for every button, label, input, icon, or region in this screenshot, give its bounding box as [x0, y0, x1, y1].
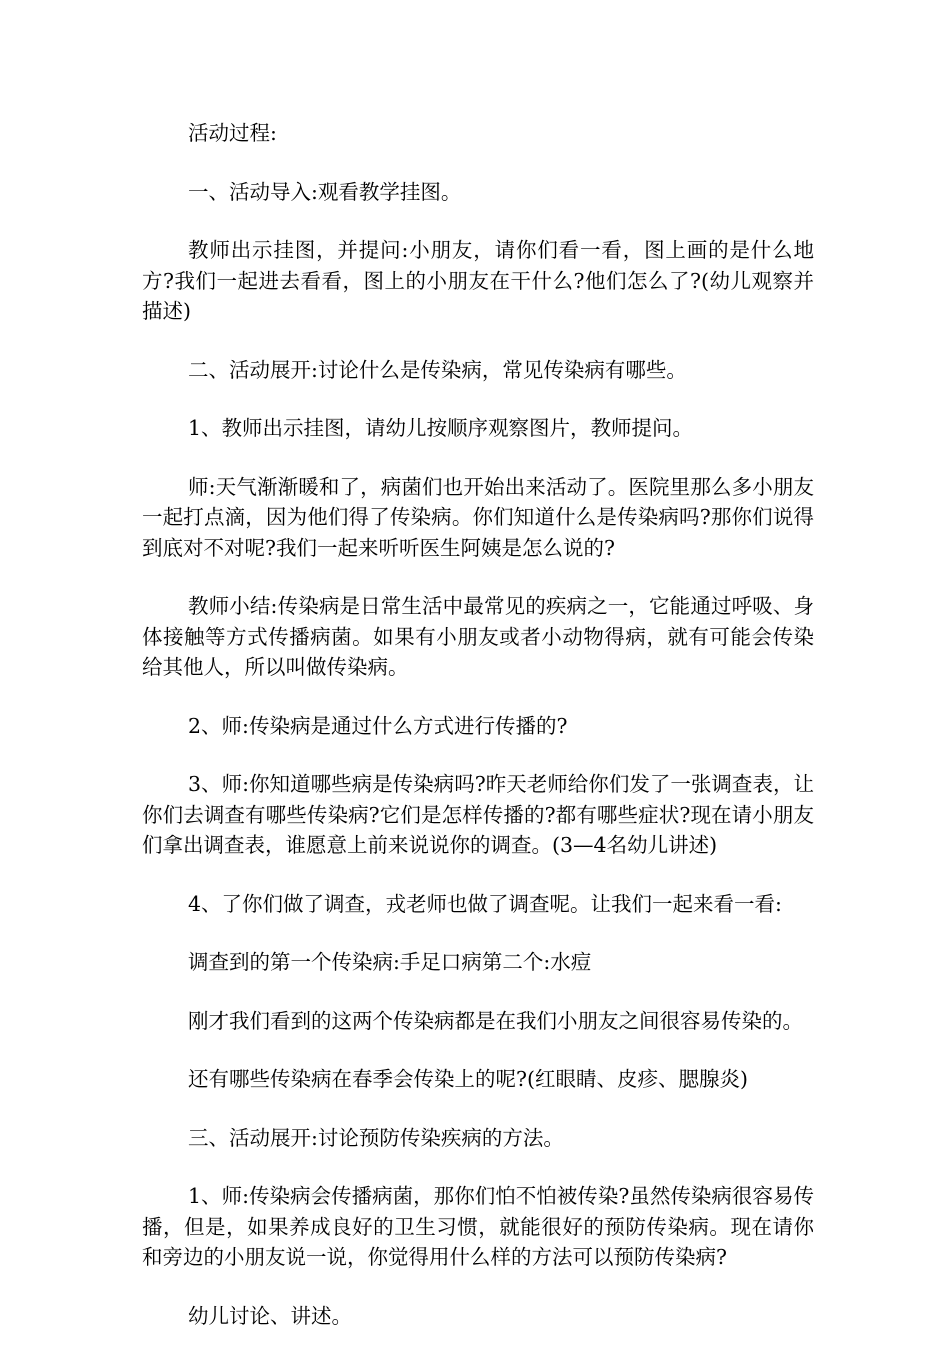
paragraph-teacher-shows-chart: 教师出示挂图，并提问:小朋友，请你们看一看，图上画的是什么地方?我们一起进去看看，图上的小朋友在干什么?他们怎么了?(幼儿观察并描述) [142, 238, 814, 323]
paragraph-step-4: 4、了你们做了调查，戎老师也做了调查呢。让我们一起来看一看: [188, 891, 782, 916]
paragraph-step-3: 3、师:你知道哪些病是传染病吗?昨天老师给你们发了一张调查表，让你们去调查有哪些传染病?它们是怎样传播的?都有哪些症状?现在请小朋友们拿出调查表，谁愿意上前来说说你的调查。(3—4名幼儿讲述) [142, 772, 814, 857]
paragraph-prevention-step-1: 1、师:传染病会传播病菌，那你们怕不怕被传染?虽然传染病很容易传播，但是，如果养成良好的卫生习惯，就能很好的预防传染病。现在请你和旁边的小朋友说一说，你觉得用什么样的方法可以预防传染病? [142, 1184, 814, 1269]
paragraph-easily-spread: 刚才我们看到的这两个传染病都是在我们小朋友之间很容易传染的。 [188, 1008, 803, 1033]
paragraph-step-2: 2、师:传染病是通过什么方式进行传播的? [188, 713, 568, 738]
section-heading-intro: 一、活动导入:观看教学挂图。 [188, 179, 462, 204]
document-body [142, 118, 814, 1359]
paragraph-teacher-speech: 师:天气渐渐暖和了，病菌们也开始出来活动了。医院里那么多小朋友一起打点滴，因为他们得了传染病。你们知道什么是传染病吗?那你们说得到底对不对呢?我们一起来听听医生阿姨是怎么说的? [142, 474, 814, 560]
paragraph-teacher-summary: 教师小结:传染病是日常生活中最常见的疾病之一，它能通过呼吸、身体接触等方式传播病菌。如果有小朋友或者小动物得病，就有可能会传染给其他人，所以叫做传染病。 [142, 594, 814, 679]
paragraph-spring-diseases: 还有哪些传染病在春季会传染上的呢?(红眼睛、皮疹、腮腺炎) [188, 1067, 748, 1091]
paragraph-children-discuss: 幼儿讨论、讲述。 [188, 1303, 352, 1328]
section-heading-discussion: 二、活动展开:讨论什么是传染病，常见传染病有哪些。 [188, 357, 687, 382]
paragraph-survey-results: 调查到的第一个传染病:手足口病第二个:水痘 [188, 950, 592, 974]
paragraph-step-1: 1、教师出示挂图，请幼儿按顺序观察图片，教师提问。 [188, 416, 694, 440]
section-heading-prevention: 三、活动展开:讨论预防传染疾病的方法。 [188, 1125, 564, 1150]
section-heading-process: 活动过程: [188, 121, 277, 145]
